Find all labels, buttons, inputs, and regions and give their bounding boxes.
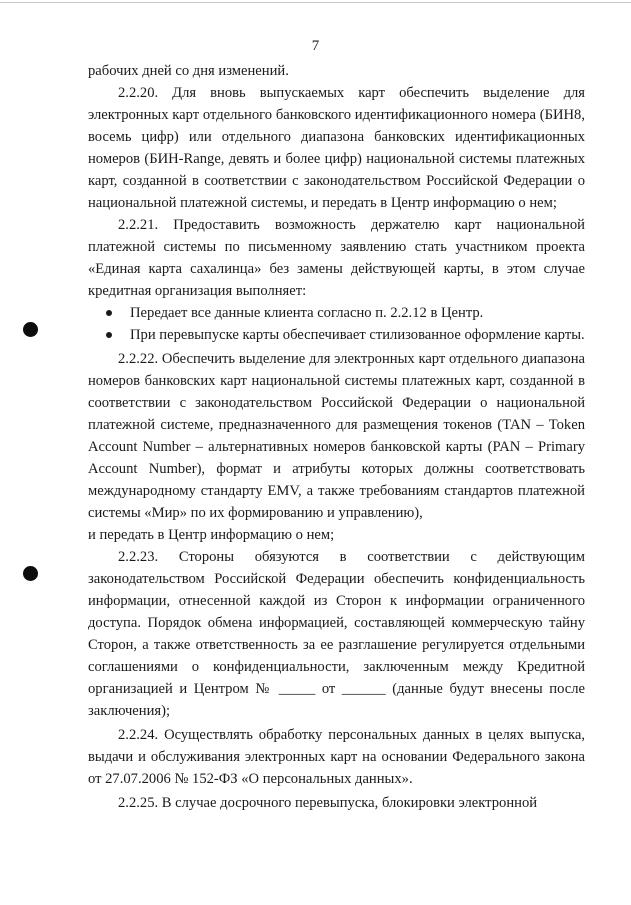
scan-edge-line bbox=[0, 2, 631, 3]
paragraph-2-2-22: 2.2.22. Обеспечить выделение для электронных карт отдельного диапазона номеров банковских карт национальной системы платежных карт, созданной в соответствии с законодательством Российской Федерации о национальной платежной системе, предназначенного для размещения токенов (TAN – Token Account Number – альтернативных номеров банковской карты (PAN – Primary Account Number), формат и атрибуты которых должны соответствовать международному стандарту EMV, а также требованиям стандартов платежной системы «Мир» по их формированию и управлению), bbox=[88, 351, 585, 521]
punch-hole-mark bbox=[23, 322, 38, 337]
page-number: 7 bbox=[311, 38, 320, 54]
bullet-icon bbox=[106, 310, 112, 316]
paragraph-2-2-21: 2.2.21. Предоставить возможность держателю карт национальной платежной системы по письменному заявлению стать участником проекта «Единая карта сахалинца» без замены действующей карты, в этом случае кредитная организация выполняет: bbox=[88, 217, 585, 299]
bullet-icon bbox=[106, 332, 112, 338]
paragraph-2-2-23: 2.2.23. Стороны обязуются в соответствии с действующим законодательством Российской Федерации обеспечить конфиденциальность информации, отнесенной каждой из Сторон к информации ограниченного доступа. Порядок обмена информацией, составляющей коммерческую тайну Сторон, а также ответственность за ее разглашение регулируется отдельными соглашениями о конфиденциальности, заключенным между Кредитной организацией и Центром № _____ от ______ (данные будут внесены после заключения); bbox=[88, 549, 585, 719]
bullet-item bbox=[88, 324, 585, 346]
bullet-item bbox=[88, 302, 585, 324]
paragraph-2-2-25: 2.2.25. В случае досрочного перевыпуска, блокировки электронной bbox=[118, 795, 538, 811]
bullet-text: Передает все данные клиента согласно п. 2.2.12 в Центр. bbox=[130, 305, 484, 321]
paragraph-2-2-24: 2.2.24. Осуществлять обработку персональных данных в целях выпуска, выдачи и обслуживания электронных карт на основании Федерального закона от 27.07.2006 № 152-ФЗ «О персональных данных». bbox=[88, 727, 585, 787]
paragraph-2-2-20: 2.2.20. Для вновь выпускаемых карт обеспечить выделение для электронных карт отдельного банковского идентификационного номера (БИН8, восемь цифр) или отдельного диапазона банковских идентификационных номеров (БИН-Range, девять и более цифр) национальной системы платежных карт, созданной в соответствии с законодательством Российской Федерации о национальной платежной системы, и передать в Центр информацию о нем; bbox=[88, 85, 585, 211]
punch-hole-mark bbox=[23, 566, 38, 581]
document-body bbox=[88, 60, 585, 814]
bullet-text: При перевыпуске карты обеспечивает стилизованное оформление карты. bbox=[130, 327, 585, 343]
paragraph-2-2-22-tail: и передать в Центр информацию о нем; bbox=[88, 527, 335, 543]
paragraph-continuation: рабочих дней со дня изменений. bbox=[88, 63, 289, 79]
